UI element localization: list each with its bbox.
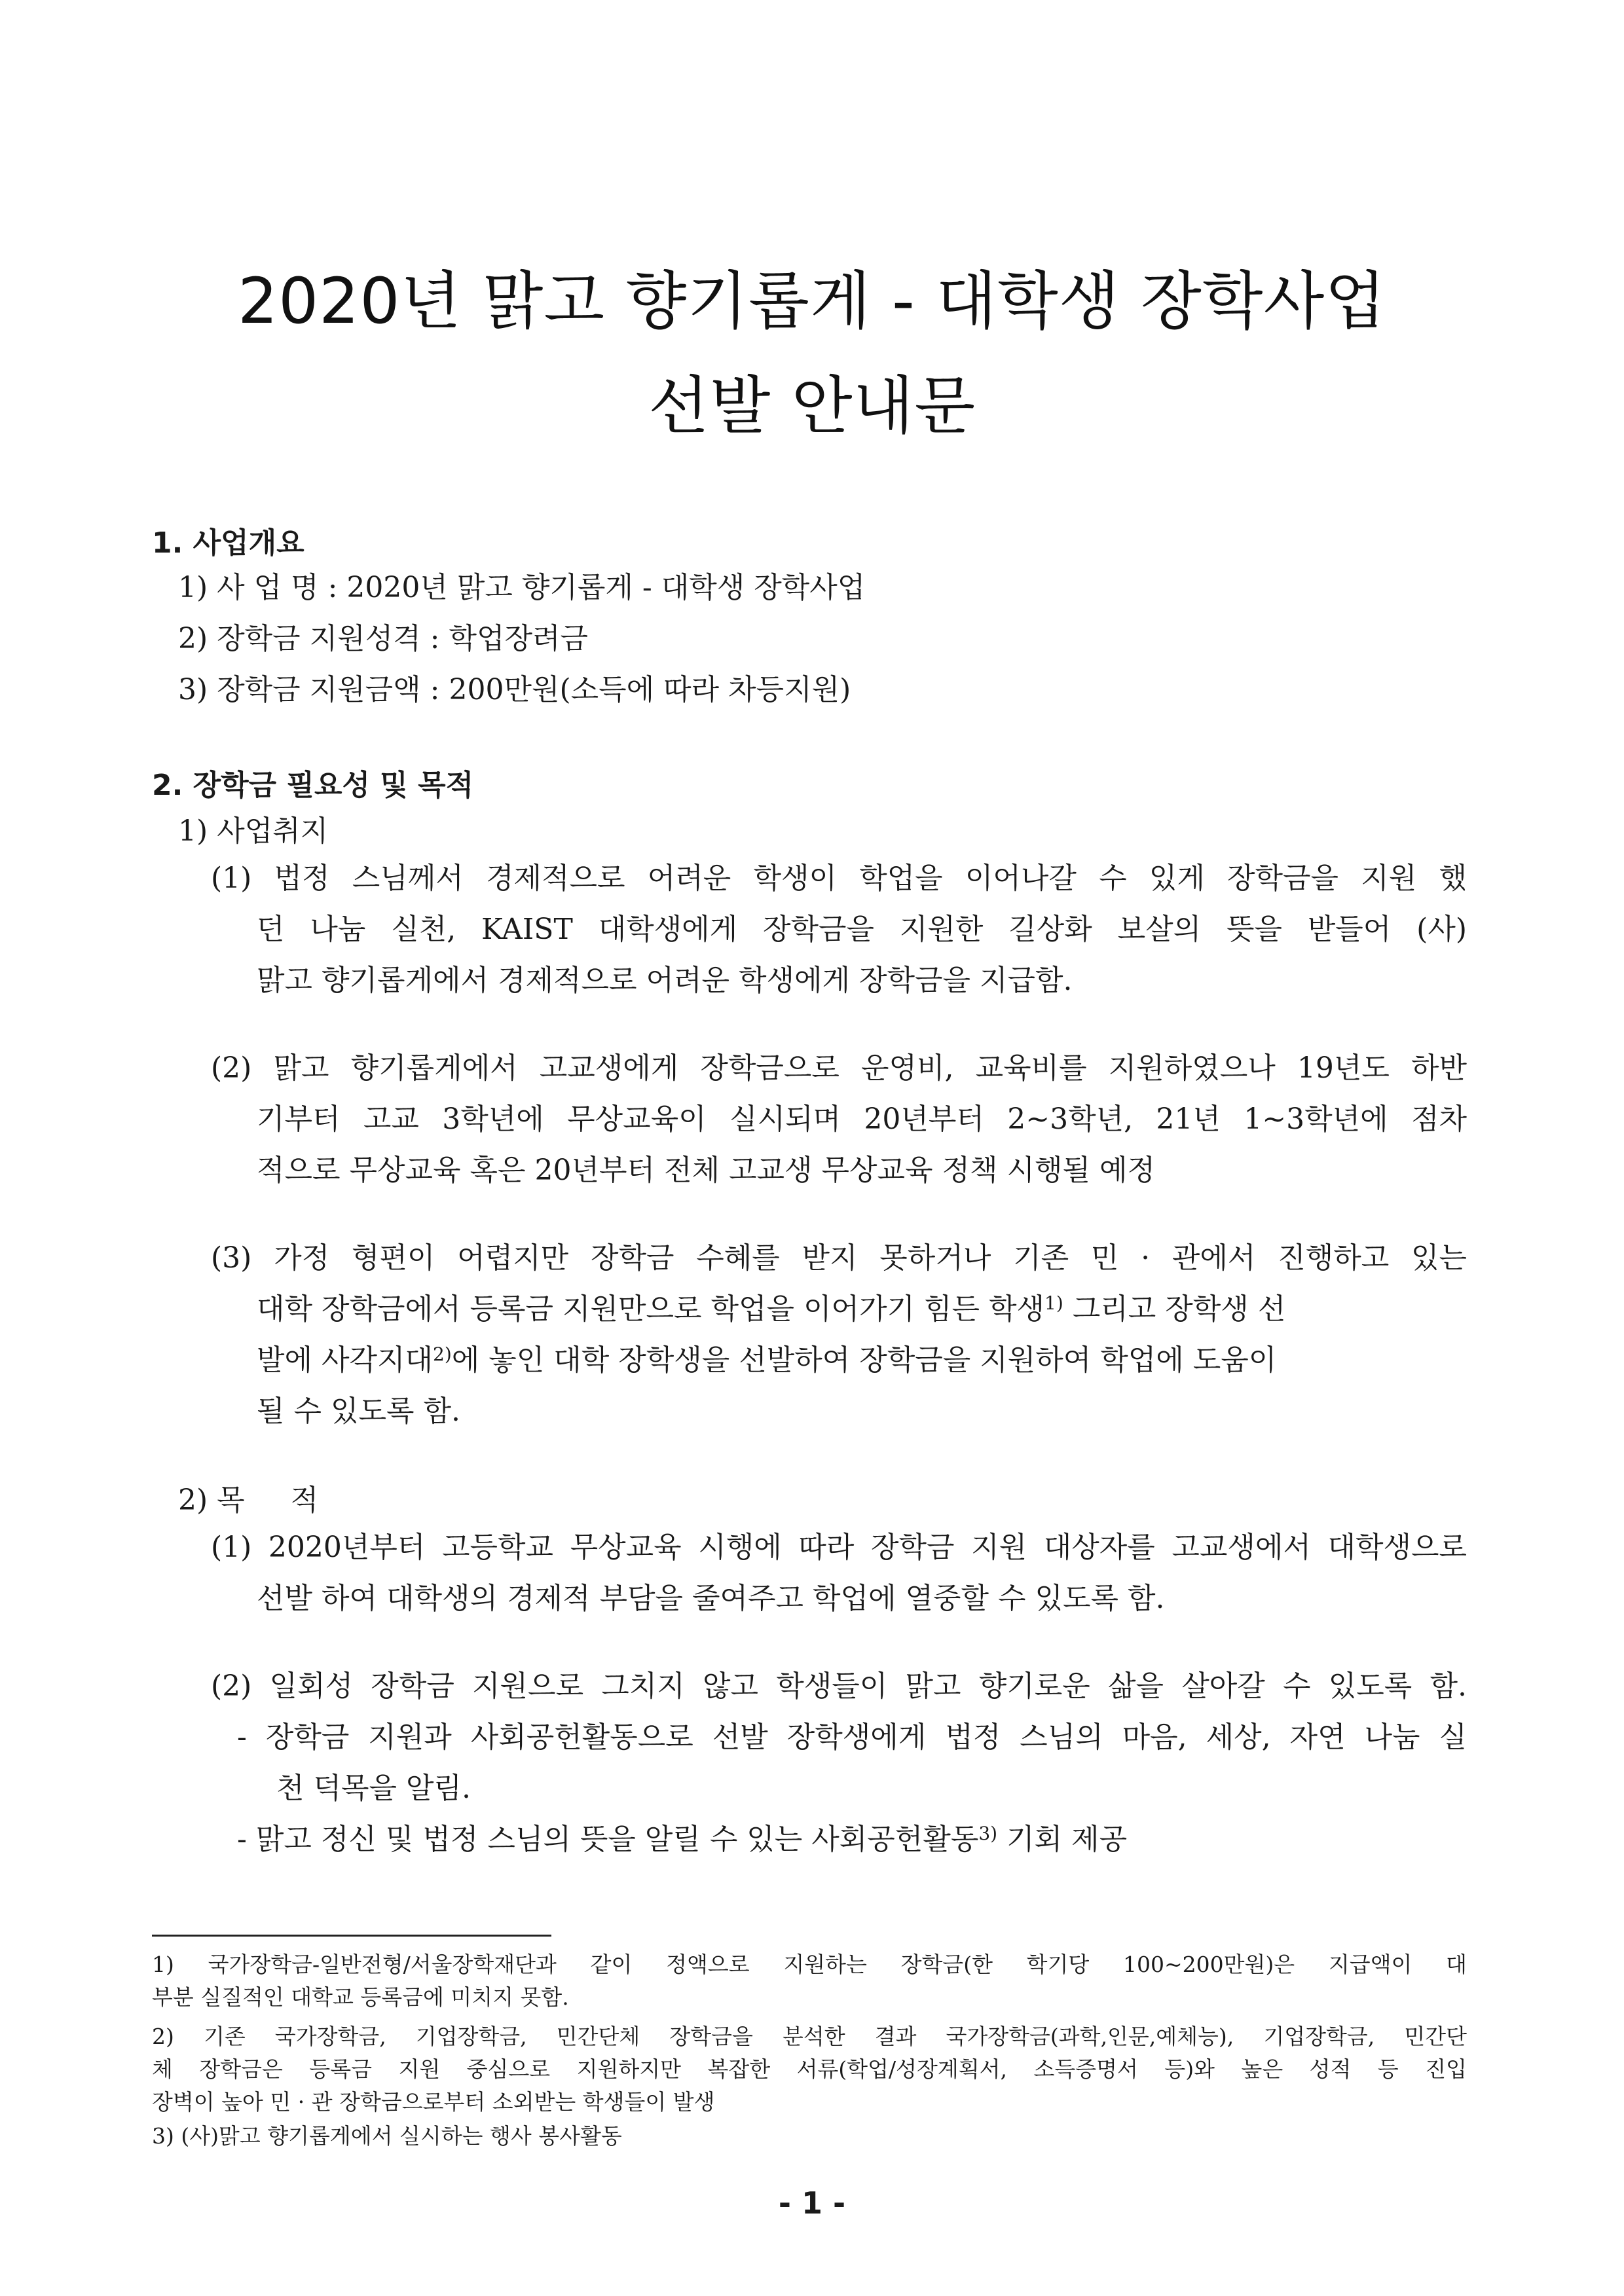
purpose-p3-line3 xyxy=(257,1341,1276,1380)
purpose-p2-line1: (2) 맑고 향기롭게에서 고교생에게 장학금으로 운영비, 교육비를 지원하였으나 19년도 하반 xyxy=(211,1051,1467,1085)
section1-item-3: 3) 장학금 지원금액 : 200만원(소득에 따라 차등지원) xyxy=(178,673,851,706)
purpose-p2-line3: 적으로 무상교육 혹은 20년부터 전체 고교생 무상교육 정책 시행될 예정 xyxy=(257,1154,1155,1187)
purpose-p3-line4: 될 수 있도록 함. xyxy=(257,1394,460,1428)
purpose-p3-line3-text-b: 에 놓인 대학 장학생을 선발하여 장학금을 지원하여 학업에 도움이 xyxy=(451,1343,1277,1377)
document-title-line1: 2020년 맑고 향기롭게 - 대학생 장학사업 xyxy=(238,264,1386,338)
purpose-p3-line2-text-b: 그리고 장학생 선 xyxy=(1063,1292,1286,1326)
footnote-separator xyxy=(152,1935,551,1937)
section1-item-1: 1) 사 업 명 : 2020년 맑고 향기롭게 - 대학생 장학사업 xyxy=(178,571,866,604)
goal-p1-line1: (1) 2020년부터 고등학교 무상교육 시행에 따라 장학금 지원 대상자를 고교생에서 대학생으로 xyxy=(211,1531,1467,1564)
purpose-p1-line1: (1) 법정 스님께서 경제적으로 어려운 학생이 학업을 이어나갈 수 있게 장학금을 지원 했 xyxy=(211,862,1467,895)
section1-heading: 1. 사업개요 xyxy=(152,526,304,560)
footnote-3: 3) (사)맑고 향기롭게에서 실시하는 행사 봉사활동 xyxy=(152,2123,622,2149)
section2-sub1-heading: 1) 사업취지 xyxy=(178,814,329,848)
footnote-1-line2: 부분 실질적인 대학교 등록금에 미치지 못함. xyxy=(152,1984,569,2010)
goal-p2-dash2 xyxy=(237,1820,1127,1859)
goal-p1-line2: 선발 하여 대학생의 경제적 부담을 줄여주고 학업에 열중할 수 있도록 함. xyxy=(257,1582,1165,1615)
document-title-line2: 선발 안내문 xyxy=(648,369,976,443)
page-number: - 1 - xyxy=(778,2185,846,2221)
footnote-2-line1: 2) 기존 국가장학금, 기업장학금, 민간단체 장학금을 분석한 결과 국가장학금(과학,인문,예체능), 기업장학금, 민간단 xyxy=(152,2024,1467,2049)
purpose-p3-line3-text-a: 발에 사각지대 xyxy=(257,1343,434,1377)
goal-p2-dash1-line2: 천 덕목을 알림. xyxy=(276,1772,471,1805)
footnote-1-line1: 1) 국가장학금-일반전형/서울장학재단과 같이 정액으로 지원하는 장학금(한 학기당 100~200만원)은 지급액이 대 xyxy=(152,1952,1467,1977)
goal-p2-dash2-text-a: - 맑고 정신 및 법정 스님의 뜻을 알릴 수 있는 사회공헌활동 xyxy=(237,1823,979,1856)
footnote-2-line3: 장벽이 높아 민 · 관 장학금으로부터 소외받는 학생들이 발생 xyxy=(152,2089,715,2115)
purpose-p3-line2-text-a: 대학 장학금에서 등록금 지원만으로 학업을 이어가기 힘든 학생 xyxy=(257,1292,1045,1326)
section2-sub2-heading: 2) 목 적 xyxy=(178,1484,319,1517)
goal-p2-dash2-text-b: 기회 제공 xyxy=(997,1823,1128,1856)
goal-p2-line1: (2) 일회성 장학금 지원으로 그치지 않고 학생들이 맑고 향기로운 삶을 살아갈 수 있도록 함. xyxy=(211,1669,1467,1703)
purpose-p3-line1: (3) 가정 형편이 어렵지만 장학금 수혜를 받지 못하거나 기존 민 · 관에서 진행하고 있는 xyxy=(211,1241,1467,1275)
footnote-ref-2: 2) xyxy=(433,1343,452,1365)
purpose-p1-line2: 던 나눔 실천, KAIST 대학생에게 장학금을 지원한 길상화 보살의 뜻을 받들어 (사) xyxy=(257,913,1467,946)
footnote-ref-3: 3) xyxy=(978,1823,998,1844)
purpose-p2-line2: 기부터 고교 3학년에 무상교육이 실시되며 20년부터 2~3학년, 21년 1~3학년에 점차 xyxy=(257,1102,1467,1136)
goal-p2-dash1-line1: - 장학금 지원과 사회공헌활동으로 선발 장학생에게 법정 스님의 마음, 세상, 자연 나눔 실 xyxy=(237,1721,1467,1754)
purpose-p3-line2 xyxy=(257,1290,1285,1329)
section2-heading: 2. 장학금 필요성 및 목적 xyxy=(152,769,474,802)
footnote-2-line2: 체 장학금은 등록금 지원 중심으로 지원하지만 복잡한 서류(학업/성장계획서, 소득증명서 등)와 높은 성적 등 진입 xyxy=(152,2056,1467,2082)
purpose-p1-line3: 맑고 향기롭게에서 경제적으로 어려운 학생에게 장학금을 지급함. xyxy=(257,964,1073,997)
section1-item-2: 2) 장학금 지원성격 : 학업장려금 xyxy=(178,622,588,655)
footnote-ref-1: 1) xyxy=(1044,1292,1063,1314)
